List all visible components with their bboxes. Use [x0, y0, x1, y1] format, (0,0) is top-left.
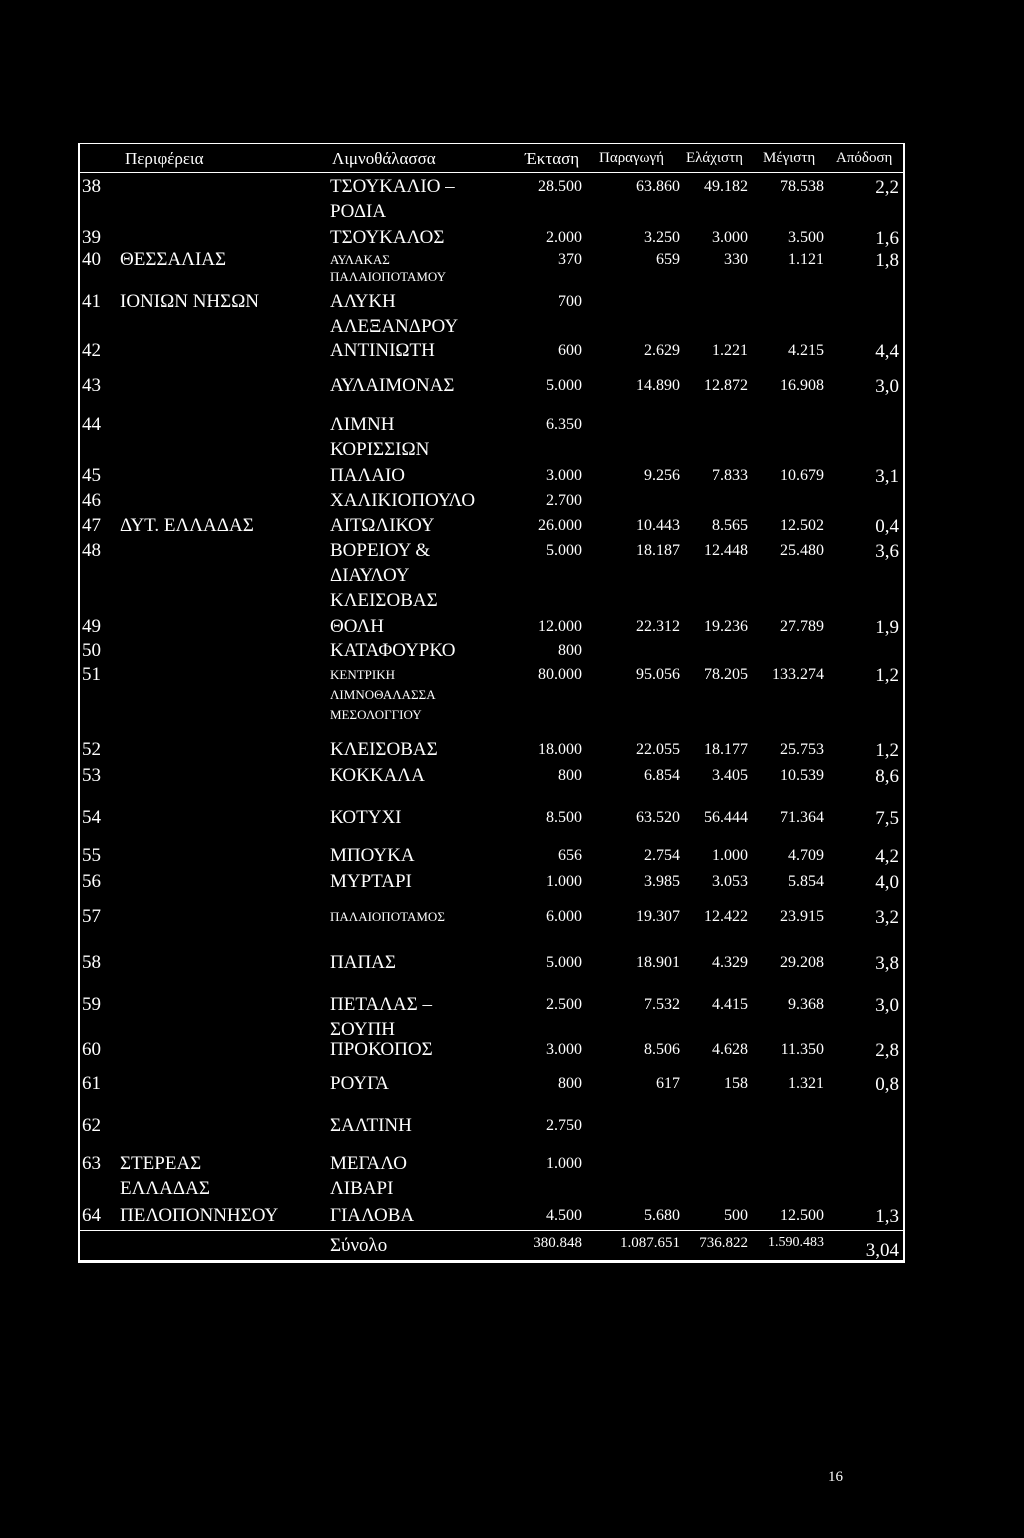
- row-production: 7.532: [644, 996, 680, 1013]
- row-yield: 3,8: [875, 953, 899, 974]
- row-max: 133.274: [772, 666, 824, 683]
- row-number: 51: [82, 664, 101, 685]
- row-lagoon-line: ΑΙΤΩΛΙΚΟΥ: [330, 515, 435, 536]
- row-area: 370: [558, 251, 582, 268]
- row-min: 330: [724, 251, 748, 268]
- total-label: Σύνολο: [330, 1235, 388, 1256]
- row-lagoon-line: ΚΟΡΙΣΣΙΩΝ: [330, 439, 430, 460]
- row-number: 56: [82, 871, 101, 892]
- row-max: 16.908: [780, 377, 824, 394]
- row-lagoon-line: ΑΥΛΑΙΜΟΝΑΣ: [330, 375, 455, 396]
- header-yield: Απόδοση: [836, 150, 893, 166]
- row-area: 800: [558, 767, 582, 784]
- header-lagoon: Λιμνοθάλασσα: [332, 149, 436, 168]
- row-min: 49.182: [704, 178, 748, 195]
- row-yield: 0,4: [875, 516, 899, 537]
- row-yield: 8,6: [875, 766, 899, 787]
- row-lagoon-line: ΚΛΕΙΣΟΒΑΣ: [330, 590, 438, 611]
- row-yield: 4,2: [875, 846, 899, 867]
- row-area: 5.000: [546, 377, 582, 394]
- row-max: 5.854: [788, 873, 824, 890]
- row-max: 78.538: [780, 178, 824, 195]
- row-yield: 2,8: [875, 1040, 899, 1061]
- row-lagoon-line: ΠΑΛΑΙΟΠΟΤΑΜΟΥ: [330, 269, 447, 284]
- row-production: 63.520: [636, 809, 680, 826]
- row-production: 9.256: [644, 467, 680, 484]
- row-production: 5.680: [644, 1207, 680, 1224]
- row-number: 64: [82, 1205, 101, 1226]
- row-region: ΣΤΕΡΕΑΣ: [120, 1153, 202, 1174]
- row-production: 18.187: [636, 542, 680, 559]
- page-number: 16: [828, 1469, 843, 1485]
- header-min: Ελάχιστη: [686, 150, 743, 166]
- row-lagoon-line: ΔΙΑΥΛΟΥ: [330, 565, 410, 586]
- row-max: 3.500: [788, 229, 824, 246]
- row-lagoon-line: ΓΙΑΛΟΒΑ: [330, 1205, 415, 1226]
- row-number: 59: [82, 994, 101, 1015]
- row-area: 4.500: [546, 1207, 582, 1224]
- row-number: 53: [82, 765, 101, 786]
- row-lagoon-line: ΚΕΝΤΡΙΚΗ: [330, 667, 395, 682]
- row-number: 57: [82, 906, 101, 927]
- row-lagoon-line: ΛΙΜΝΗ: [330, 414, 395, 435]
- row-yield: 4,4: [875, 341, 899, 362]
- row-number: 48: [82, 540, 101, 561]
- row-yield: 3,0: [875, 376, 899, 397]
- row-production: 22.055: [636, 741, 680, 758]
- row-production: 8.506: [644, 1041, 680, 1058]
- row-max: 9.368: [788, 996, 824, 1013]
- row-yield: 1,3: [875, 1206, 899, 1227]
- row-production: 6.854: [644, 767, 680, 784]
- row-area: 3.000: [546, 467, 582, 484]
- row-min: 7.833: [712, 467, 748, 484]
- row-min: 3.000: [712, 229, 748, 246]
- row-lagoon-line: ΤΣΟΥΚΑΛΟΣ: [330, 227, 445, 248]
- row-min: 56.444: [704, 809, 748, 826]
- row-lagoon-line: ΑΛΕΞΑΝΔΡΟΥ: [330, 316, 459, 337]
- row-max: 1.121: [788, 251, 824, 268]
- row-lagoon-line: ΠΑΛΑΙΟ: [330, 465, 405, 486]
- row-lagoon-line: ΑΛΥΚΗ: [330, 291, 396, 312]
- row-min: 3.405: [712, 767, 748, 784]
- row-lagoon-line: ΜΠΟΥΚΑ: [330, 845, 415, 866]
- row-lagoon-line: ΚΟΤΥΧΙ: [330, 807, 402, 828]
- row-number: 44: [82, 414, 101, 435]
- row-region: ΘΕΣΣΑΛΙΑΣ: [120, 249, 227, 270]
- row-lagoon-line: ΡΟΥΓΑ: [330, 1073, 389, 1094]
- row-production: 3.985: [644, 873, 680, 890]
- row-area: 12.000: [538, 618, 582, 635]
- row-lagoon-line: ΒΟΡΕΙΟΥ &: [330, 540, 431, 561]
- row-min: 12.448: [704, 542, 748, 559]
- header-production: Παραγωγή: [599, 150, 665, 166]
- row-production: 2.754: [644, 847, 680, 864]
- row-number: 38: [82, 176, 101, 197]
- total-production: 1.087.651: [620, 1235, 680, 1251]
- row-lagoon-line: ΠΑΠΑΣ: [330, 952, 396, 973]
- row-region: ΠΕΛΟΠΟΝΝΗΣΟΥ: [120, 1205, 279, 1226]
- row-area: 8.500: [546, 809, 582, 826]
- row-area: 28.500: [538, 178, 582, 195]
- row-production: 19.307: [636, 908, 680, 925]
- row-yield: 1,6: [875, 228, 899, 249]
- row-lagoon-line: ΠΡΟΚΟΠΟΣ: [330, 1039, 433, 1060]
- row-number: 46: [82, 490, 101, 511]
- header-area: Έκταση: [525, 149, 580, 168]
- row-lagoon-line: ΜΕΓΑΛΟ: [330, 1153, 407, 1174]
- row-max: 23.915: [780, 908, 824, 925]
- row-min: 4.415: [712, 996, 748, 1013]
- row-max: 4.709: [788, 847, 824, 864]
- row-min: 3.053: [712, 873, 748, 890]
- row-number: 45: [82, 465, 101, 486]
- row-production: 3.250: [644, 229, 680, 246]
- row-lagoon-line: ΘΟΛΗ: [330, 616, 385, 637]
- row-number: 54: [82, 807, 101, 828]
- row-lagoon-line: ΜΥΡΤΑΡΙ: [330, 871, 412, 892]
- row-number: 58: [82, 952, 101, 973]
- total-yield: 3,04: [865, 1240, 899, 1261]
- row-lagoon-line: ΑΝΤΙΝΙΩΤΗ: [330, 340, 435, 361]
- row-production: 18.901: [636, 954, 680, 971]
- row-number: 43: [82, 375, 101, 396]
- row-yield: 3,0: [875, 995, 899, 1016]
- row-min: 4.329: [712, 954, 748, 971]
- row-region: ΙΟΝΙΩΝ ΝΗΣΩΝ: [120, 291, 260, 312]
- row-lagoon-line: ΣΑΛΤΙΝΗ: [330, 1115, 412, 1136]
- row-max: 10.679: [780, 467, 824, 484]
- header-max: Μέγιστη: [763, 150, 816, 166]
- row-yield: 0,8: [875, 1074, 899, 1095]
- row-max: 4.215: [788, 342, 824, 359]
- row-area: 6.000: [546, 908, 582, 925]
- total-rule: [78, 1230, 905, 1231]
- row-region: ΔΥΤ. ΕΛΛΑΔΑΣ: [120, 515, 254, 536]
- row-area: 800: [558, 642, 582, 659]
- row-number: 42: [82, 340, 101, 361]
- row-number: 40: [82, 249, 101, 270]
- row-lagoon-line: ΛΙΜΝΟΘΑΛΑΣΣΑ: [330, 687, 436, 702]
- row-production: 63.860: [636, 178, 680, 195]
- row-lagoon-line: ΚΑΤΑΦΟΥΡΚΟ: [330, 640, 456, 661]
- row-yield: 3,1: [875, 466, 899, 487]
- row-min: 1.000: [712, 847, 748, 864]
- row-region-line2: ΕΛΛΑΔΑΣ: [120, 1178, 210, 1199]
- row-lagoon-line: ΣΟΥΠΗ: [330, 1019, 395, 1040]
- row-number: 60: [82, 1039, 101, 1060]
- table-top-rule: [78, 143, 905, 144]
- row-min: 12.872: [704, 377, 748, 394]
- row-area: 2.000: [546, 229, 582, 246]
- row-yield: 4,0: [875, 872, 899, 893]
- row-production: 22.312: [636, 618, 680, 635]
- row-area: 2.700: [546, 492, 582, 509]
- row-lagoon-line: ΤΣΟΥΚΑΛΙΟ –: [330, 176, 455, 197]
- row-lagoon-line: ΧΑΛΙΚΙΟΠΟΥΛΟ: [330, 490, 476, 511]
- row-area: 1.000: [546, 873, 582, 890]
- row-area: 80.000: [538, 666, 582, 683]
- header-region: Περιφέρεια: [125, 149, 204, 168]
- row-production: 14.890: [636, 377, 680, 394]
- row-min: 18.177: [704, 741, 748, 758]
- row-lagoon-line: ΠΕΤΑΛΑΣ –: [330, 994, 432, 1015]
- row-min: 1.221: [712, 342, 748, 359]
- row-area: 5.000: [546, 954, 582, 971]
- row-lagoon-line: ΠΑΛΑΙΟΠΟΤΑΜΟΣ: [330, 909, 445, 924]
- row-area: 26.000: [538, 517, 582, 534]
- row-yield: 3,2: [875, 907, 899, 928]
- row-lagoon-line: ΚΛΕΙΣΟΒΑΣ: [330, 739, 438, 760]
- row-area: 656: [558, 847, 582, 864]
- row-number: 41: [82, 291, 101, 312]
- row-yield: 1,9: [875, 617, 899, 638]
- row-area: 6.350: [546, 416, 582, 433]
- row-production: 95.056: [636, 666, 680, 683]
- row-lagoon-line: ΡΟΔΙΑ: [330, 201, 387, 222]
- row-number: 49: [82, 616, 101, 637]
- row-min: 19.236: [704, 618, 748, 635]
- row-yield: 3,6: [875, 541, 899, 562]
- row-max: 71.364: [780, 809, 824, 826]
- row-yield: 1,2: [875, 740, 899, 761]
- row-yield: 1,2: [875, 665, 899, 686]
- row-production: 10.443: [636, 517, 680, 534]
- row-area: 600: [558, 342, 582, 359]
- row-max: 11.350: [780, 1041, 824, 1058]
- row-number: 39: [82, 227, 101, 248]
- row-production: 2.629: [644, 342, 680, 359]
- row-max: 1.321: [788, 1075, 824, 1092]
- row-yield: 7,5: [875, 808, 899, 829]
- row-area: 700: [558, 293, 582, 310]
- row-number: 63: [82, 1153, 101, 1174]
- row-lagoon-line: ΜΕΣΟΛΟΓΓΙΟΥ: [330, 707, 422, 722]
- row-yield: 1,8: [875, 250, 899, 271]
- row-production: 617: [656, 1075, 680, 1092]
- row-max: 10.539: [780, 767, 824, 784]
- row-min: 4.628: [712, 1041, 748, 1058]
- row-max: 27.789: [780, 618, 824, 635]
- row-number: 55: [82, 845, 101, 866]
- row-number: 50: [82, 640, 101, 661]
- row-production: 659: [656, 251, 680, 268]
- row-number: 61: [82, 1073, 101, 1094]
- row-min: 158: [724, 1075, 748, 1092]
- row-lagoon-line: ΛΙΒΑΡΙ: [330, 1178, 394, 1199]
- row-min: 78.205: [704, 666, 748, 683]
- row-area: 5.000: [546, 542, 582, 559]
- row-number: 62: [82, 1115, 101, 1136]
- row-lagoon-line: ΑΥΛΑΚΑΣ: [330, 252, 390, 267]
- total-max: 1.590.483: [768, 1235, 824, 1250]
- row-max: 29.208: [780, 954, 824, 971]
- header-rule: [78, 172, 905, 173]
- row-number: 47: [82, 515, 101, 536]
- row-area: 18.000: [538, 741, 582, 758]
- row-max: 25.480: [780, 542, 824, 559]
- row-max: 12.500: [780, 1207, 824, 1224]
- row-area: 2.750: [546, 1117, 582, 1134]
- row-lagoon-line: ΚΟΚΚΑΛΑ: [330, 765, 425, 786]
- total-min: 736.822: [699, 1235, 748, 1251]
- row-area: 3.000: [546, 1041, 582, 1058]
- row-area: 2.500: [546, 996, 582, 1013]
- total-area: 380.848: [533, 1235, 582, 1251]
- row-min: 8.565: [712, 517, 748, 534]
- row-max: 25.753: [780, 741, 824, 758]
- row-number: 52: [82, 739, 101, 760]
- row-max: 12.502: [780, 517, 824, 534]
- row-area: 1.000: [546, 1155, 582, 1172]
- row-area: 800: [558, 1075, 582, 1092]
- row-yield: 2,2: [875, 177, 899, 198]
- row-min: 500: [724, 1207, 748, 1224]
- row-min: 12.422: [704, 908, 748, 925]
